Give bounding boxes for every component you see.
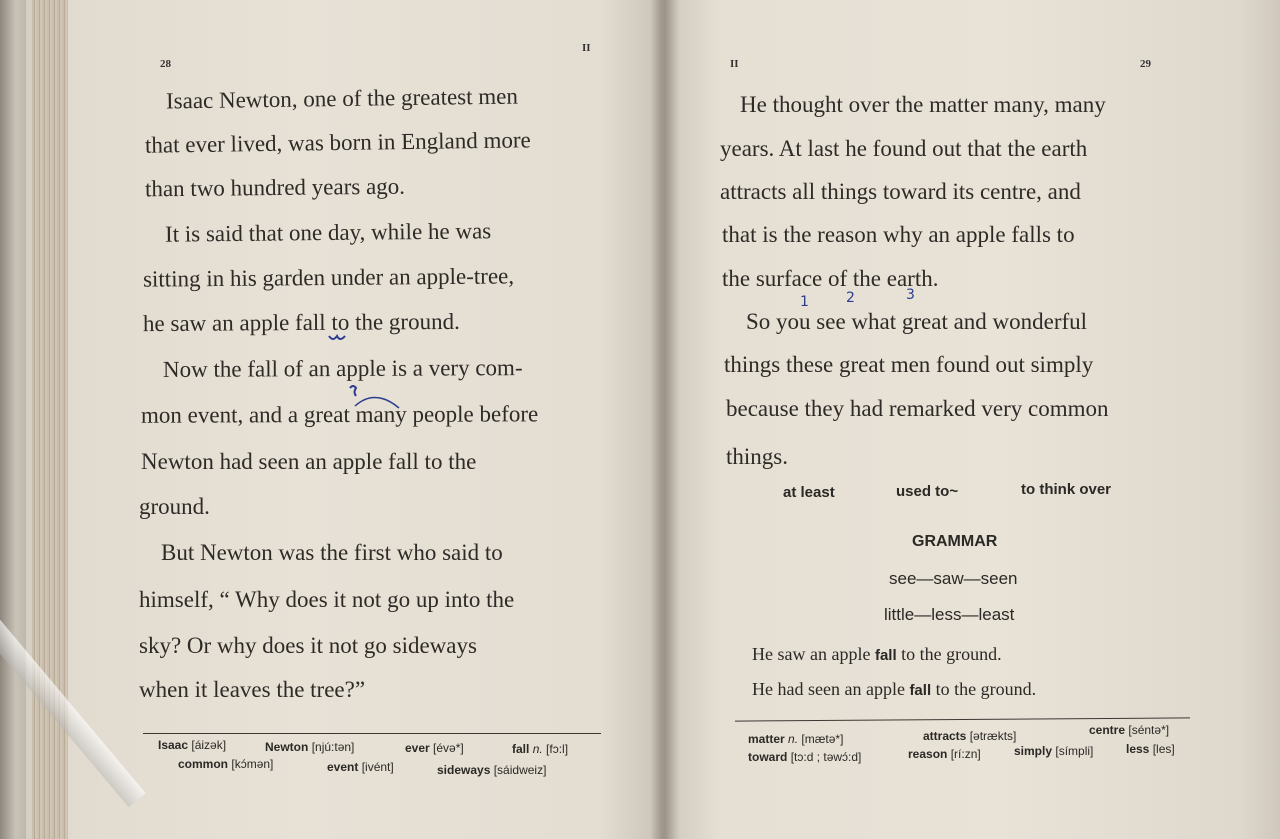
text-line: than two hundred years ago. — [144, 173, 406, 202]
text-line: the surface of the earth. — [722, 266, 939, 291]
grammar-form: little—less—least — [884, 605, 1015, 624]
left-page-number: 28 — [160, 58, 171, 70]
text-line: mon event, and a great many people before — [140, 401, 539, 428]
vocab-entry: less [les] — [1126, 742, 1175, 756]
pen-marks — [325, 330, 405, 430]
text-line: things. — [726, 444, 788, 469]
text-line: attracts all things toward its centre, and — [720, 179, 1081, 204]
vocab-entry: sideways [sáidweiz] — [437, 763, 547, 777]
grammar-sentence: He saw an apple fall to the ground. — [752, 644, 1002, 664]
text-line: It is said that one day, while he was — [164, 218, 492, 247]
left-lesson-number: II — [582, 42, 591, 54]
text-line: he saw an apple fall to the ground. — [142, 308, 460, 337]
pen-mark-2: 2 — [846, 290, 855, 306]
grammar-sentence: He had seen an apple fall to the ground. — [752, 679, 1037, 699]
vocab-entry: matter n. [mætə*] — [748, 732, 844, 746]
text-line: sitting in his garden under an apple-tree, — [142, 263, 515, 292]
text-line: ground. — [139, 494, 210, 519]
vocab-entry: attracts [ətrækts] — [923, 729, 1017, 743]
right-lesson-number: II — [730, 58, 739, 70]
pen-mark-3: 3 — [906, 287, 915, 303]
text-line: He thought over the matter many, many — [740, 92, 1106, 117]
pen-mark-1: 1 — [800, 294, 809, 310]
text-line: himself, “ Why does it not go up into the — [139, 587, 515, 612]
grammar-title: GRAMMAR — [912, 533, 998, 550]
vocab-entry: ever [évə*] — [405, 741, 464, 755]
right-page-number: 29 — [1140, 58, 1151, 70]
vocab-entry: toward [tɔ:d ; təwɔ́:d] — [748, 750, 862, 764]
text-line: that ever lived, was born in England more — [144, 127, 531, 158]
phrase-item: at least — [783, 484, 835, 501]
text-line: that is the reason why an apple falls to — [722, 222, 1075, 247]
text-line: But Newton was the first who said to — [161, 540, 503, 565]
phrase-item: to think over — [1021, 481, 1112, 498]
vocab-entry: Newton [njú:tən] — [265, 740, 355, 754]
vocab-entry: centre [séntə*] — [1089, 723, 1170, 737]
footnote-rule — [735, 717, 1190, 721]
vocab-entry: reason [rí:zn] — [908, 747, 981, 761]
vocab-entry: simply [símpli] — [1014, 744, 1094, 758]
text-line: sky? Or why does it not go sideways — [139, 633, 477, 658]
page-edge — [0, 0, 26, 839]
text-line: things these great men found out simply — [724, 352, 1094, 377]
footnote-rule — [143, 733, 601, 734]
text-line: So you see what great and wonderful — [746, 309, 1088, 334]
text-line: years. At last he found out that the earth — [720, 136, 1088, 161]
text-line: Isaac Newton, one of the greatest men — [165, 83, 519, 114]
vocab-entry: common [kɔ́mən] — [178, 757, 274, 771]
text-line: Now the fall of an apple is a very com- — [162, 355, 523, 382]
vocab-entry: Isaac [áizək] — [158, 738, 227, 752]
book-gutter — [650, 0, 680, 839]
phrase-item: used to~ — [896, 483, 959, 500]
vocab-entry: fall n. [fɔ:l] — [512, 742, 569, 756]
grammar-form: see—saw—seen — [889, 569, 1018, 588]
text-line: when it leaves the tree?” — [139, 677, 366, 702]
vocab-entry: event [ivént] — [327, 760, 394, 774]
text-line: because they had remarked very common — [726, 396, 1109, 421]
text-line: Newton had seen an apple fall to the — [141, 449, 477, 474]
